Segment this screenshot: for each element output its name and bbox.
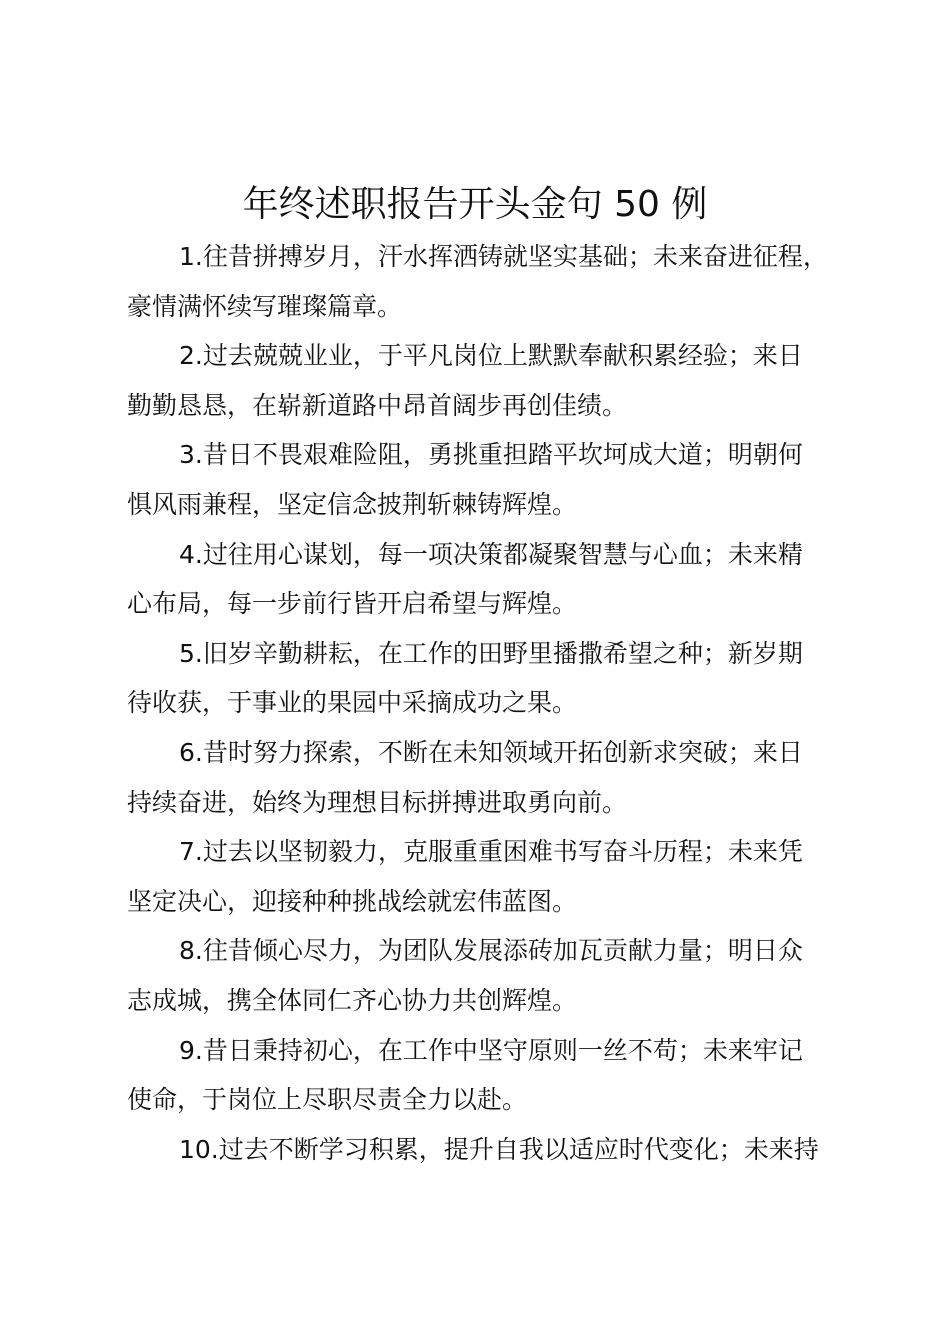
paragraph-line: 9.昔日秉持初心，在工作中坚守原则一丝不苟；未来牢记 <box>179 1035 803 1065</box>
paragraph-line: 2.过去兢兢业业，于平凡岗位上默默奉献积累经验；来日 <box>179 341 803 371</box>
paragraph-6 <box>127 728 857 827</box>
paragraph-1 <box>127 232 857 331</box>
document-title: 年终述职报告开头金句 50 例 <box>242 184 708 225</box>
paragraph-5 <box>127 629 857 728</box>
paragraph-2 <box>127 331 857 430</box>
paragraph-line: 1.往昔拼搏岁月，汗水挥洒铸就坚实基础；未来奋进征程， <box>179 242 828 271</box>
paragraph-3 <box>127 430 857 529</box>
paragraph-line: 惧风雨兼程，坚定信念披荆斩棘铸辉煌。 <box>127 489 578 519</box>
paragraph-line: 4.过往用心谋划，每一项决策都凝聚智慧与心血；未来精 <box>179 539 803 569</box>
paragraph-line: 使命，于岗位上尽职尽责全力以赴。 <box>127 1085 528 1115</box>
paragraph-line: 持续奋进，始终为理想目标拼搏进取勇向前。 <box>127 787 628 817</box>
paragraph-line: 6.昔时努力探索，不断在未知领域开拓创新求突破；来日 <box>179 737 803 767</box>
paragraph-line: 8.往昔倾心尽力，为团队发展添砖加瓦贡献力量；明日众 <box>179 936 803 966</box>
paragraph-line: 坚定决心，迎接种种挑战绘就宏伟蓝图。 <box>127 886 578 916</box>
paragraph-line: 勤勤恳恳，在崭新道路中昂首阔步再创佳绩。 <box>127 390 628 420</box>
paragraph-line: 豪情满怀续写璀璨篇章。 <box>127 291 403 321</box>
paragraph-9 <box>127 1026 857 1125</box>
paragraph-7 <box>127 827 857 926</box>
paragraph-line: 志成城，携全体同仁齐心协力共创辉煌。 <box>127 985 578 1015</box>
paragraph-line: 10.过去不断学习积累，提升自我以适应时代变化；未来持 <box>179 1134 819 1164</box>
paragraph-line: 5.旧岁辛勤耕耘，在工作的田野里播撒希望之种；新岁期 <box>179 638 803 668</box>
paragraph-line: 心布局，每一步前行皆开启希望与辉煌。 <box>127 589 578 619</box>
paragraph-8 <box>127 926 857 1025</box>
document-body <box>127 232 857 1174</box>
paragraph-10 <box>127 1125 857 1175</box>
paragraph-line: 3.昔日不畏艰难险阻，勇挑重担踏平坎坷成大道；明朝何 <box>179 440 803 470</box>
paragraph-line: 待收获，于事业的果园中采摘成功之果。 <box>127 688 578 718</box>
paragraph-line: 7.过去以坚韧毅力，克服重重困难书写奋斗历程；未来凭 <box>179 837 803 867</box>
paragraph-4 <box>127 530 857 629</box>
